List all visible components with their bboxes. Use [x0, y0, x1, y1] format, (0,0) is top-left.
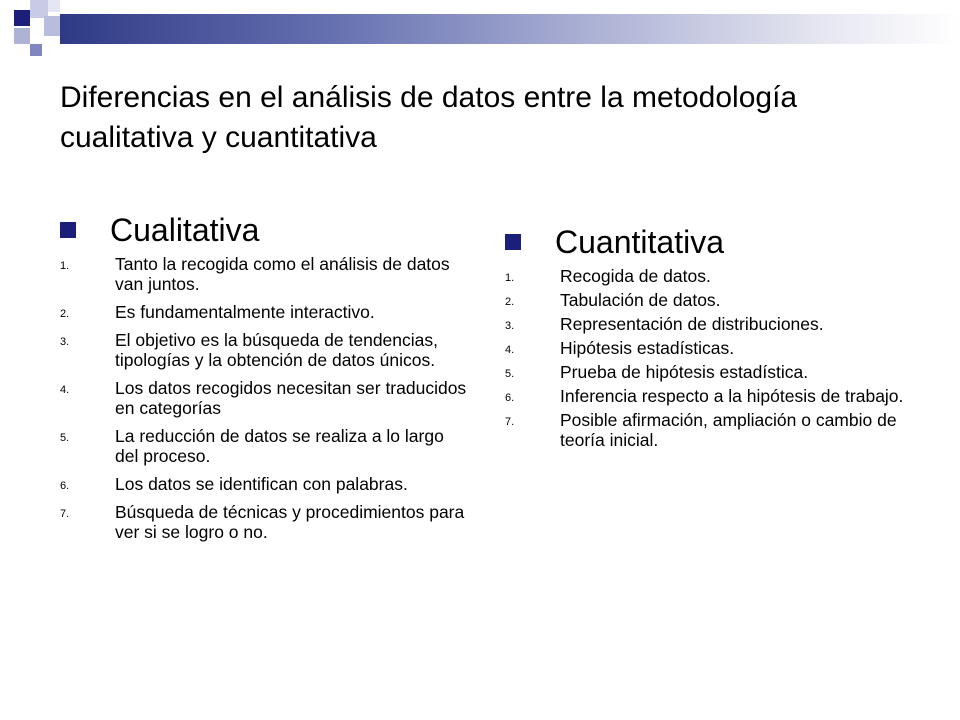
item-number: 5. [60, 432, 70, 444]
slide-title: Diferencias en el análisis de datos entre la metodología cualitativa y cuantitativa [60, 81, 798, 154]
list-item [60, 502, 470, 542]
item-text: La reducción de datos se realiza a lo largo del proceso. [115, 426, 444, 466]
item-text: Hipótesis estadísticas. [560, 338, 735, 358]
item-number: 1. [505, 272, 515, 284]
list-item [505, 266, 915, 286]
list-item [505, 386, 915, 406]
deco-square [30, 44, 42, 56]
list-item [60, 474, 470, 494]
item-number: 4. [60, 384, 70, 396]
qualitative-column [60, 210, 470, 550]
item-number: 1. [60, 260, 70, 272]
item-text: Recogida de datos. [560, 266, 711, 286]
item-number: 2. [505, 296, 515, 308]
square-bullet-icon [505, 234, 521, 250]
item-text: Representación de distribuciones. [560, 314, 824, 334]
item-text: Posible afirmación, ampliación o cambio de teoría inicial. [560, 410, 897, 450]
item-text: Inferencia respecto a la hipótesis de trabajo. [560, 386, 904, 406]
item-text: Tanto la recogida como el análisis de datos van juntos. [115, 254, 450, 294]
header-gradient-bar [60, 14, 960, 44]
item-number: 7. [60, 508, 70, 520]
header-decoration [0, 0, 960, 60]
list-item [60, 378, 470, 418]
list-item [505, 338, 915, 358]
qualitative-heading [60, 210, 470, 250]
quantitative-list [505, 266, 915, 450]
list-item [60, 426, 470, 466]
item-number: 6. [60, 480, 70, 492]
deco-square [48, 0, 60, 12]
qualitative-heading-text: Cualitativa [110, 212, 260, 248]
list-item [60, 254, 470, 294]
item-text: Los datos se identifican con palabras. [115, 474, 408, 494]
list-item [505, 290, 915, 310]
item-text: Búsqueda de técnicas y procedimientos para ver si se logro o no. [115, 502, 465, 542]
item-text: Tabulación de datos. [560, 290, 721, 310]
deco-square [14, 10, 30, 26]
qualitative-list [60, 254, 470, 542]
item-number: 3. [505, 320, 515, 332]
item-text: Es fundamentalmente interactivo. [115, 302, 375, 322]
item-number: 4. [505, 344, 515, 356]
item-number: 2. [60, 308, 70, 320]
quantitative-heading-text: Cuantitativa [555, 224, 724, 260]
list-item [60, 330, 470, 370]
list-item [505, 410, 915, 450]
item-text: El objetivo es la búsqueda de tendencias, tipologías y la obtención de datos únicos. [115, 330, 439, 370]
item-text: Prueba de hipótesis estadística. [560, 362, 809, 382]
list-item [505, 314, 915, 334]
quantitative-column [505, 222, 915, 454]
item-number: 6. [505, 392, 515, 404]
item-text: Los datos recogidos necesitan ser traducidos en categorías [115, 378, 467, 418]
list-item [505, 362, 915, 382]
square-bullet-icon [60, 222, 76, 238]
item-number: 3. [60, 336, 70, 348]
list-item [60, 302, 470, 322]
quantitative-heading [505, 222, 915, 262]
deco-square [14, 28, 30, 44]
item-number: 5. [505, 368, 515, 380]
item-number: 7. [505, 416, 515, 428]
